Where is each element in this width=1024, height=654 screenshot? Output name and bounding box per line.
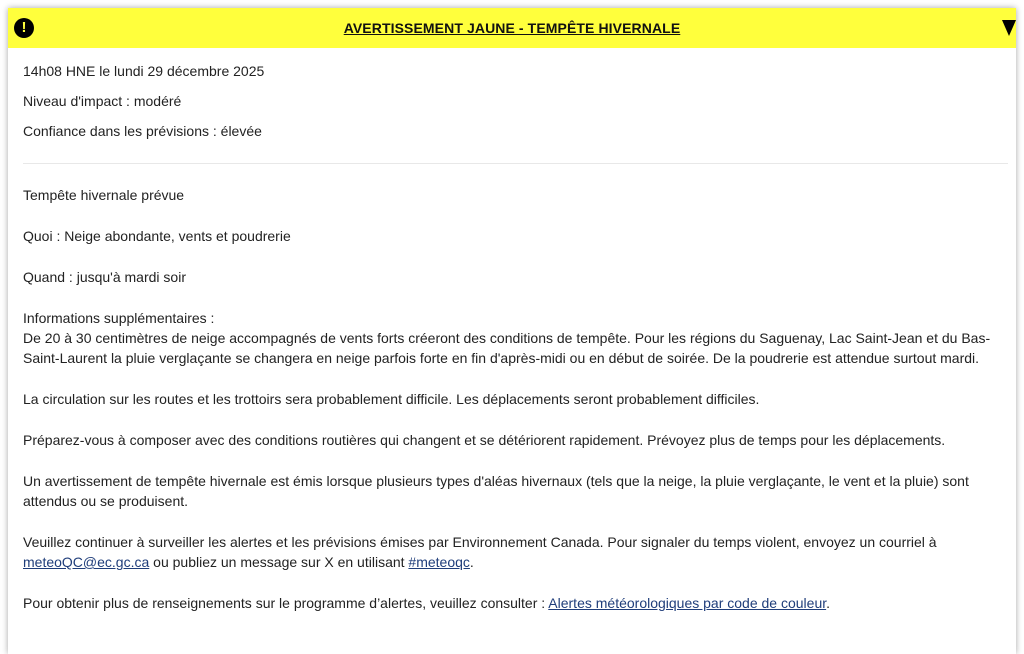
more-info-text bbox=[23, 593, 1008, 613]
more-info-suffix: . bbox=[826, 595, 831, 611]
monitor-prefix: Veuillez continuer à surveiller les alertes et les prévisions émises par Environnement Canada. Pour signaler du temps violent, envoyez un courriel à bbox=[23, 534, 937, 550]
travel-text: La circulation sur les routes et les trottoirs sera probablement difficile. Les déplacements seront probablement difficiles. bbox=[23, 391, 760, 407]
hashtag-link[interactable]: #meteoqc bbox=[408, 554, 470, 570]
monitor-suffix: . bbox=[469, 554, 474, 570]
forecast-confidence: Confiance dans les prévisions : élevée bbox=[23, 123, 262, 139]
email-link[interactable]: meteoQC@ec.gc.ca bbox=[23, 554, 150, 570]
definition-text: Un avertissement de tempête hivernale est émis lorsque plusieurs types d'aléas hivernaux (tels que la neige, la pluie verglaçante, le vent et la pluie) sont attendus ou se produisent. bbox=[23, 473, 969, 509]
more-info-prefix: Pour obtenir plus de renseignements sur le programme d’alertes, veuillez consulter : bbox=[23, 595, 549, 611]
when-text: Quand : jusqu'à mardi soir bbox=[23, 269, 186, 285]
color-code-alerts-link[interactable]: Alertes météorologiques par code de couleur bbox=[548, 595, 827, 611]
divider bbox=[23, 163, 1008, 164]
monitor-text bbox=[23, 532, 1008, 572]
additional-info-text: De 20 à 30 centimètres de neige accompagnés de vents forts créeront des conditions de tempête. Pour les régions du Saguenay, Lac Saint-Jean et du Bas-Saint-Laurent la pluie verglaçante se changera en neige parfois forte en fin d'après-midi ou en début de soirée. De la poudrerie est attendue surtout mardi. bbox=[23, 330, 991, 366]
prepare-text: Préparez-vous à composer avec des conditions routières qui changent et se détériorent rapidement. Prévoyez plus de temps pour les déplacements. bbox=[23, 432, 946, 448]
exclamation-circle-icon: ! bbox=[14, 18, 34, 38]
what-text: Quoi : Neige abondante, vents et poudrerie bbox=[23, 228, 291, 244]
issued-time: 14h08 HNE le lundi 29 décembre 2025 bbox=[23, 63, 265, 79]
alert-panel bbox=[8, 8, 1016, 654]
triangle-down-icon[interactable] bbox=[1002, 20, 1016, 36]
summary-text: Tempête hivernale prévue bbox=[23, 187, 185, 203]
additional-info bbox=[23, 308, 1008, 368]
alert-content bbox=[8, 61, 1016, 613]
monitor-middle: ou publiez un message sur X en utilisant bbox=[149, 554, 409, 570]
alert-title[interactable]: AVERTISSEMENT JAUNE - TEMPÊTE HIVERNALE bbox=[343, 20, 681, 36]
additional-info-label: Informations supplémentaires : bbox=[23, 310, 215, 326]
alert-header[interactable] bbox=[8, 8, 1016, 48]
impact-level: Niveau d'impact : modéré bbox=[23, 93, 182, 109]
